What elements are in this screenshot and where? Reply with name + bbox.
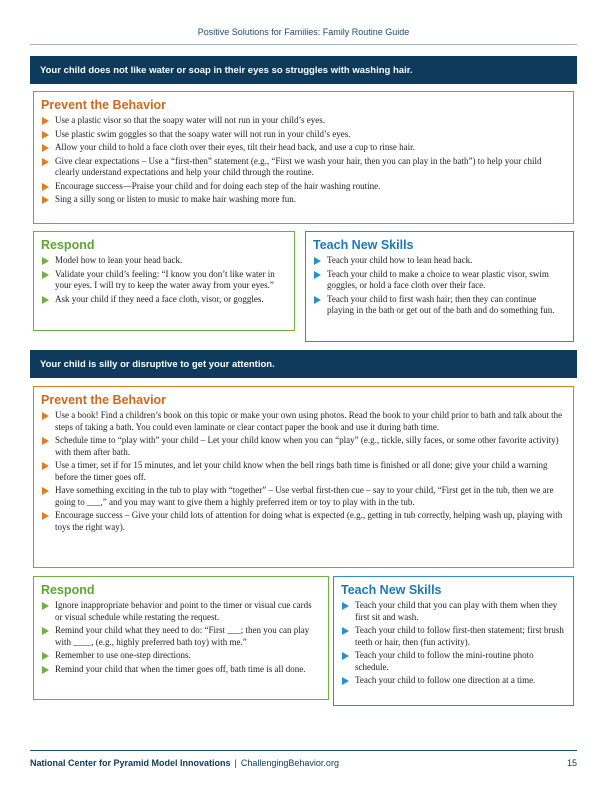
triangle-bullet-icon: [42, 196, 49, 204]
section-2-respond-box: [33, 576, 329, 700]
list-item-text: Teach your child to follow first-then statement; first brush teeth or hair, then (fun activity).: [355, 625, 564, 647]
section-2-respond-list: [41, 600, 320, 675]
section-1-prevent-list: [41, 115, 565, 206]
list-item: [41, 156, 565, 179]
list-item: [41, 485, 565, 508]
list-item-text: Use a book! Find a children’s book on this topic or make your own using photos. Read the book to your child prior to bath and talk about the steps of taking a bath. You could even laminate or clear contact paper the book and use it during bath time.: [55, 410, 563, 432]
list-item-text: Use plastic swim goggles so that the soapy water will not run in your child’s eyes.: [55, 128, 351, 139]
list-item: [341, 625, 565, 648]
footer-divider: [30, 750, 577, 751]
triangle-bullet-icon: [42, 131, 49, 139]
list-item-text: Use a plastic visor so that the soapy water will not run in your child’s eyes.: [55, 115, 325, 125]
list-item: [41, 510, 565, 533]
triangle-bullet-icon: [42, 271, 49, 279]
list-item: [341, 650, 565, 673]
list-item: [41, 255, 286, 267]
triangle-bullet-icon: [42, 462, 49, 470]
section-2-prevent-title: Prevent the Behavior: [41, 393, 167, 407]
list-item-text: Teach your child to follow one direction at a time.: [355, 675, 536, 685]
section-2-prevent-box: [33, 386, 574, 568]
triangle-bullet-icon: [42, 652, 49, 660]
list-item-text: Ask your child if they need a face cloth, visor, or goggles.: [55, 293, 264, 304]
triangle-bullet-icon: [42, 487, 49, 495]
footer-website-link[interactable]: ChallengingBehavior.org: [240, 758, 339, 768]
section-1-banner-text: Your child does not like water or soap in their eyes so struggles with washing hair.: [40, 64, 413, 76]
list-item-text: Validate your child’s feeling: “I know you don’t like water in your eyes. I will try to keep the water away from your eyes.”: [55, 268, 275, 290]
list-item-text: Use a timer, set if for 15 minutes, and let your child know when the bell rings bath time is finished or all done; give your child a warning before the timer goes off.: [55, 460, 548, 482]
section-1-respond-box: [33, 231, 295, 331]
triangle-bullet-icon: [42, 512, 49, 520]
list-item: [313, 294, 565, 317]
list-item-text: Teach your child to make a choice to wear plastic visor, swim goggles, or hold a face cloth over their face.: [327, 268, 549, 290]
page-header: Positive Solutions for Families: Family Routine Guide: [197, 27, 410, 37]
triangle-bullet-icon: [342, 602, 349, 610]
list-item-text: Schedule time to “play with” your child – Let your child know when you can “play” (e.g., tickle, silly faces, or some other favorite activity) with them after bath.: [55, 435, 559, 457]
list-item: [41, 664, 320, 676]
list-item-text: Remind your child that when the timer goes off, bath time is all done.: [55, 663, 306, 674]
list-item: [41, 129, 565, 141]
triangle-bullet-icon: [42, 296, 49, 304]
header-divider: [30, 44, 577, 45]
list-item-text: Give clear expectations – Use a “first-then” statement (e.g., “First we wash your hair, then you can play in the bath”) to help your child clearly understand expectations and help your child through the routine.: [55, 155, 542, 177]
list-item: [341, 600, 565, 623]
list-item-text: Remind your child what they need to do: “First ___; then you can play with ____, (e.g., highly preferred bath toy) with me.”: [55, 625, 310, 647]
section-1-banner: [30, 56, 577, 84]
list-item: [41, 115, 565, 127]
section-1-respond-list: [41, 255, 286, 305]
page-footer: [30, 758, 577, 768]
triangle-bullet-icon: [42, 183, 49, 191]
list-item: [41, 142, 565, 154]
list-item: [41, 410, 565, 433]
section-2-teach-title: Teach New Skills: [341, 583, 442, 597]
triangle-bullet-icon: [342, 627, 349, 635]
section-2-banner: [30, 350, 577, 378]
list-item: [41, 650, 320, 662]
section-2-respond-title: Respond: [41, 583, 95, 597]
list-item: [313, 269, 565, 292]
section-2-banner-text: Your child is silly or disruptive to get your attention.: [40, 358, 275, 370]
footer-credit: [30, 758, 339, 768]
list-item-text: Teach your child to follow the mini-routine photo schedule.: [355, 650, 534, 672]
list-item: [341, 675, 565, 687]
triangle-bullet-icon: [42, 627, 49, 635]
section-2-prevent-list: [41, 410, 565, 533]
triangle-bullet-icon: [42, 437, 49, 445]
list-item: [41, 269, 286, 292]
list-item: [41, 181, 565, 193]
list-item-text: Teach your child how to lean head back.: [327, 255, 473, 265]
triangle-bullet-icon: [42, 117, 49, 125]
triangle-bullet-icon: [42, 666, 49, 674]
list-item-text: Model how to lean your head back.: [55, 255, 183, 265]
list-item-text: Sing a silly song or listen to music to make hair washing more fun.: [55, 194, 296, 204]
list-item: [41, 625, 320, 648]
list-item: [41, 294, 286, 306]
section-1-teach-box: [305, 231, 574, 342]
section-2-teach-list: [341, 600, 565, 687]
section-2-teach-box: [333, 576, 574, 706]
section-1-teach-title: Teach New Skills: [313, 238, 414, 252]
list-item: [41, 435, 565, 458]
list-item: [41, 600, 320, 623]
triangle-bullet-icon: [42, 144, 49, 152]
list-item: [41, 194, 565, 206]
triangle-bullet-icon: [42, 158, 49, 166]
triangle-bullet-icon: [42, 602, 49, 610]
page-number: 15: [566, 758, 577, 768]
list-item-text: Teach your child to first wash hair; then they can continue playing in the bath or get out of the bath and do something fun.: [327, 293, 555, 315]
list-item-text: Allow your child to hold a face cloth over their eyes, tilt their head back, and use a cup to rinse hair.: [55, 142, 415, 152]
section-1-teach-list: [313, 255, 565, 317]
triangle-bullet-icon: [314, 296, 321, 304]
section-1-prevent-title: Prevent the Behavior: [41, 98, 167, 112]
triangle-bullet-icon: [314, 257, 321, 265]
triangle-bullet-icon: [314, 271, 321, 279]
triangle-bullet-icon: [342, 652, 349, 660]
section-1-prevent-box: [33, 91, 574, 224]
list-item-text: Teach your child that you can play with them when they first sit and wash.: [355, 600, 558, 622]
list-item-text: Ignore inappropriate behavior and point to the timer or visual cue cards or visual schedule while restating the request.: [55, 600, 312, 622]
footer-separator: |: [234, 758, 237, 768]
list-item-text: Encourage success—Praise your child and for doing each step of the hair washing routine.: [55, 180, 381, 191]
section-1-respond-title: Respond: [41, 238, 95, 252]
triangle-bullet-icon: [342, 677, 349, 685]
list-item: [313, 255, 565, 267]
triangle-bullet-icon: [42, 412, 49, 420]
list-item-text: Remember to use one-step directions.: [55, 650, 191, 660]
triangle-bullet-icon: [42, 257, 49, 265]
list-item-text: Have something exciting in the tub to play with “together” – Use verbal first-then cue – say to your child, “First get in the tub, then we are going to ___,” and you may want to give them a highly preferred item or toy to play with in the tub.: [55, 485, 554, 507]
list-item: [41, 460, 565, 483]
footer-org: National Center for Pyramid Model Innovations: [30, 758, 231, 768]
list-item-text: Encourage success – Give your child lots of attention for doing what is expected (e.g., getting in tub correctly, helping wash up, playing with toys the right way).: [55, 510, 563, 532]
